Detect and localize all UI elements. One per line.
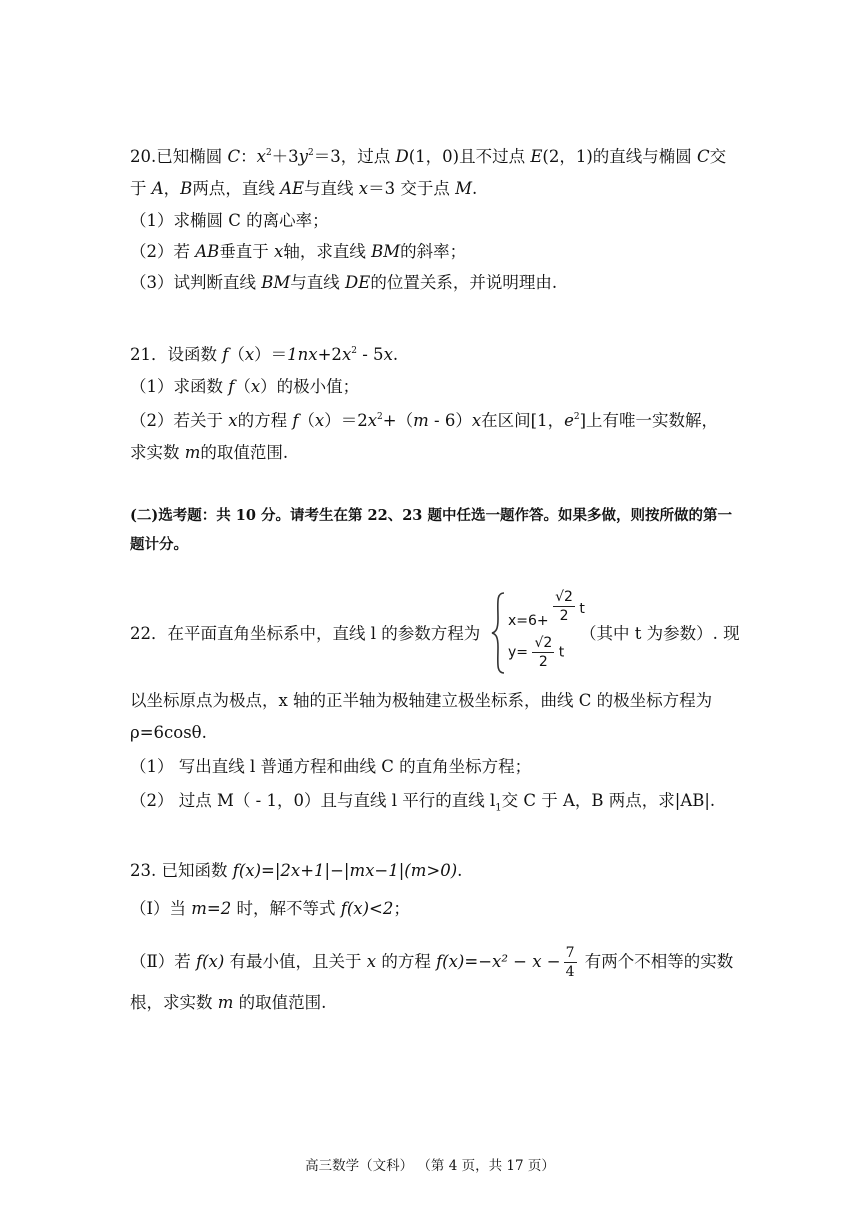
q22-part2: （2） 过点 M（ - 1，0）且与直线 l 平行的直线 $l_1$交 C 于 A，B 两点，求|AB|. <box>130 791 716 814</box>
section-heading: (二)选考题：共 10 分。请考生在第 22、23 题中任选一题作答。如果多做，则按所做的第一 <box>130 507 732 524</box>
q21-part1: （1）求函数 f（x）的极小值； <box>130 377 360 396</box>
q23-part1: （Ⅰ）当 m=2 时，解不等式 f(x)<2； <box>130 899 410 918</box>
q22-line3: ρ=6cosθ. <box>130 723 207 742</box>
q21-part2-cont: 求实数 m的取值范围. <box>130 443 289 462</box>
q22-line2: 以坐标原点为极点，x 轴的正半轴为极轴建立极坐标系，曲线 C 的极坐标方程为 <box>130 691 713 710</box>
q22-part1: （1） 写出直线 l 普通方程和曲线 C 的直角坐标方程； <box>130 757 532 776</box>
q21-part2: （2）若关于 x的方程 $f(x)=2x^2+(m - 6)x$在区间[1，$e^2$]上有唯一实数解， <box>130 411 719 430</box>
page-footer: 高三数学（文科） （第 4 页，共 17 页） <box>305 1158 555 1174</box>
q20-part1: （1）求椭圆 C 的离心率； <box>130 211 329 230</box>
param-eq-y: y= $\frac{√2}{2}$ t <box>508 635 565 670</box>
section-heading-cont: 题计分。 <box>130 536 188 553</box>
q20-part3: （3）试判断直线 BM与直线 DE的位置关系，并说明理由. <box>130 273 558 292</box>
parametric-equations <box>500 589 585 676</box>
q20-part2: （2）若 AB垂直于 x轴，求直线 BM的斜率； <box>130 242 467 261</box>
q22-line1-a: 22．在平面直角坐标系中，直线 l 的参数方程为 <box>130 624 481 643</box>
q20-line2: 于 A，B两点，直线 AE与直线 x＝3 交于点 M. <box>130 179 478 198</box>
q20-line1: 20.已知椭圆 C：$x^2+3y^2=3$，过点 D(1，0)且不过点 E(2，1)的直线与椭圆 C交 <box>130 147 727 166</box>
q23-part2-cont: 根，求实数 m 的取值范围. <box>130 993 327 1012</box>
q21-line1: 21．设函数 $f(x)=1nx+2x^2 - 5x$. <box>130 345 399 364</box>
q23-part2: （Ⅱ）若 f(x) 有最小值，且关于 x 的方程 f(x)=−x² − x − $\frac{7}{4}$ 有两个不相等的实数 <box>130 945 734 980</box>
q23-line1: 23. 已知函数 f(x)=|2x+1|−|mx−1|(m>0). <box>130 861 463 880</box>
q22-line1-b: （其中 t 为参数）. 现 <box>580 624 740 643</box>
param-eq-x: x=6+ $\frac{√2}{2}$ t <box>508 589 585 629</box>
